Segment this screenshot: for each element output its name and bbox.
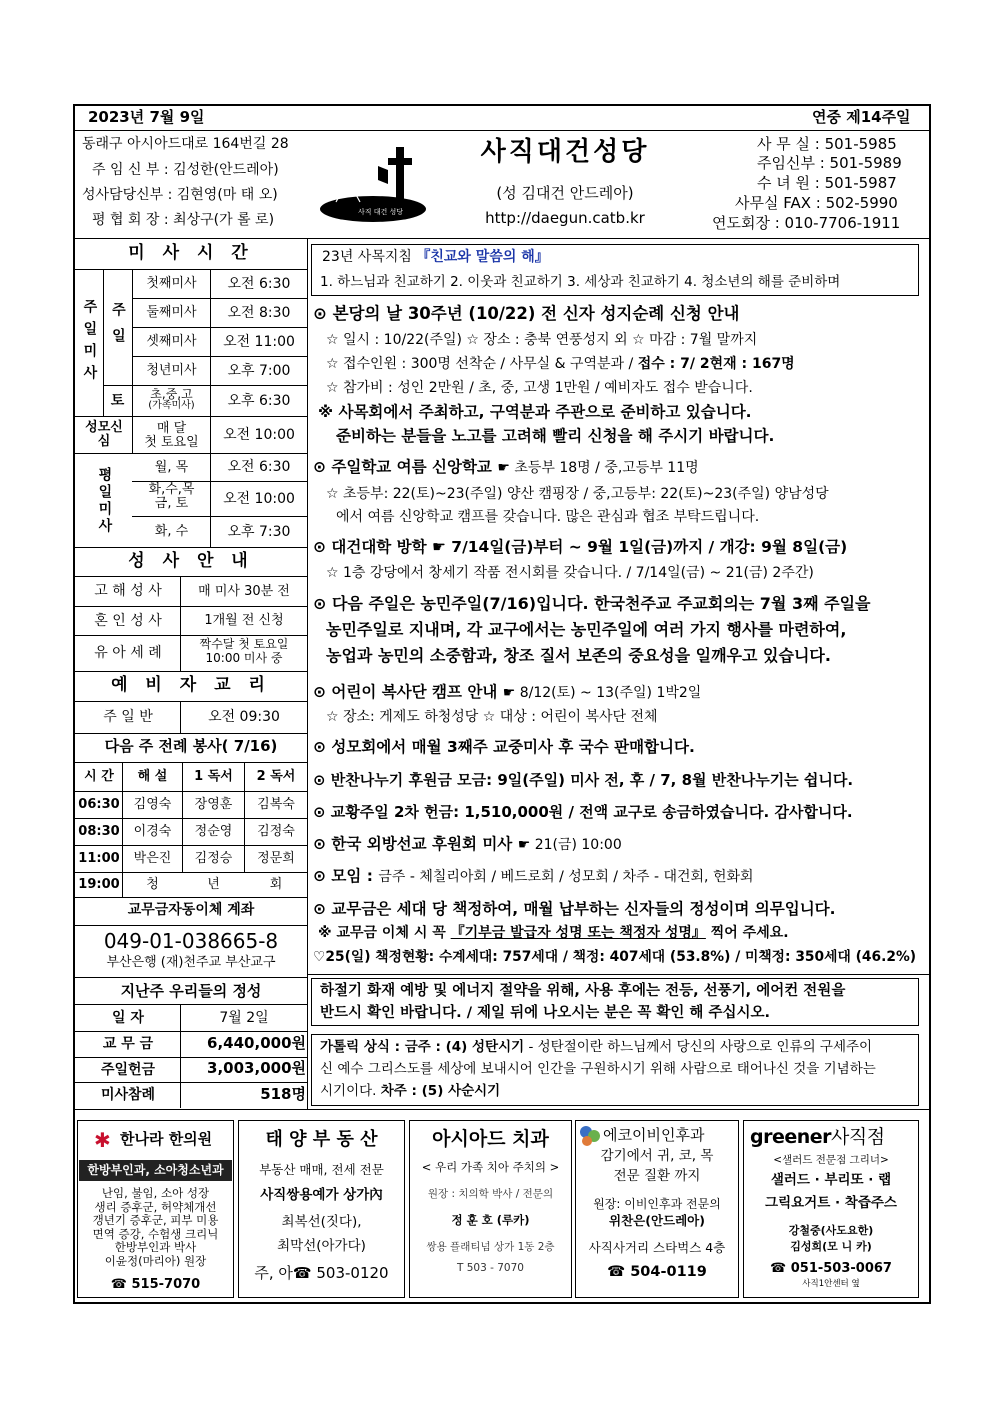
mass-name-2: 둘째미사	[146, 305, 197, 321]
service-header-reading1: 1 독서	[194, 769, 233, 785]
ad-taeyang-line: 최복선(짓다),	[281, 1214, 362, 1230]
mass-time-1: 오전 6:30	[227, 275, 291, 292]
sunday-mass-label: 주일미사	[81, 298, 98, 387]
catechism-title: 예 비 자 교 리	[111, 675, 271, 695]
service-header-commentary: 해 설	[137, 769, 168, 785]
ad-taeyang-line: 사직쌍용예가 상가內	[260, 1187, 383, 1203]
phone-convent: 수 녀 원 : 501-5987	[757, 174, 897, 192]
marriage-desc: 1개월 전 신청	[204, 613, 284, 629]
weekday-day-3: 화, 수	[154, 524, 189, 540]
offering-label: 주일헌금	[100, 1061, 156, 1078]
ad-asiad-line: 원장 : 치의학 박사 / 전문의	[427, 1188, 554, 1200]
sunday-label: 주일	[109, 301, 126, 354]
service-row-cell: 김복숙	[257, 797, 295, 813]
mass-name-4: 청년미사	[146, 363, 197, 379]
catholic-knowledge-line3: 시기이다. 차주 : (5) 사순시기	[320, 1083, 501, 1099]
header-divider	[75, 130, 929, 131]
service-header-reading2: 2 독서	[256, 769, 296, 785]
ad-eco-line: 전문 질환 까지	[613, 1168, 701, 1184]
saturday-mass-time: 오후 6:30	[227, 392, 291, 409]
ad-eco-line: 위찬은(안드레아)	[609, 1213, 705, 1228]
catholic-knowledge-line1: 가톨릭 상식 : 금주 : (4) 성탄시기 - 성탄절이란 하느님께서 당신의 사랑으로 인류의 구세주이	[320, 1039, 873, 1055]
account-number: 049-01-038665-8	[103, 929, 279, 953]
notice-altar-server-camp-title: ⊙ 어린이 복사단 캠프 안내 ☛ 8/12(토) ~ 13(주일) 1박2일	[313, 683, 702, 701]
header-bottom-divider	[75, 238, 929, 239]
ad-hannara-band: 한방부인과, 소아청소년과	[79, 1160, 232, 1181]
ad-greener-line: 사직1안센터 옆	[802, 1279, 860, 1289]
liturgy-service-title: 다음 주 전례 봉사( 7/16)	[104, 737, 278, 755]
ad-greener-line: 샐러드 · 부리또 · 랩	[770, 1172, 892, 1188]
notice-meetings: ⊙ 모임 : 금주 - 체칠리아회 / 베드로회 / 성모회 / 차주 - 대건회, 헌화회	[313, 867, 754, 885]
notice-pilgrimage-title: ⊙ 본당의 날 30주년 (10/22) 전 신자 성지순례 신청 안내	[313, 304, 740, 323]
offering-value: 3,003,000원	[207, 1059, 306, 1077]
notice-tithe: ⊙ 교무금은 세대 당 책정하여, 매월 납부하는 신자들의 정성이며 의무입니다.	[313, 900, 836, 918]
weekday-day-1: 월, 목	[154, 459, 189, 475]
weekday-time-2: 오전 10:00	[223, 490, 295, 507]
sacrament-priest-line: 성사담당신부 : 김현영(마 태 오)	[82, 187, 278, 203]
infant-baptism-desc: 짝수달 첫 토요일 10:00 미사 중	[199, 637, 289, 665]
holy-mother-time: 오전 10:00	[223, 426, 295, 443]
council-president-line: 평 협 회 장 : 최상구(가 롤 로)	[92, 212, 275, 228]
ad-greener-phone: ☎ 051-503-0067	[770, 1261, 892, 1276]
offering-date-label: 일 자	[112, 1009, 144, 1026]
service-row-cell: 김정숙	[257, 824, 295, 840]
catholic-knowledge-line2: 신 예수 그리스도를 세상에 보내시어 인간을 구원하시기 위해 사람으로 태어나신 것을 기념하는	[320, 1061, 876, 1077]
ad-greener-line: 김성희(모 니 카)	[790, 1240, 872, 1253]
ad-hannara-phone: ☎ 515-7070	[110, 1277, 201, 1292]
ad-greener-line: <샐러드 전문점 그리너>	[773, 1154, 889, 1166]
pastor-line: 주 임 신 부 : 김성한(안드레아)	[92, 162, 279, 178]
phone-office: 사 무 실 : 501-5985	[757, 135, 897, 153]
ad-eco-line: 사직사거리 스타벅스 4층	[588, 1240, 726, 1255]
issue-date: 2023년 7월 9일	[88, 108, 205, 126]
ad-eco-phone: ☎ 504-0119	[607, 1264, 707, 1280]
confession-label: 고 해 성 사	[94, 583, 162, 600]
flower-icon: ✱	[94, 1128, 111, 1152]
phone-funeral: 연도회장 : 010-7706-1911	[712, 214, 901, 232]
notice-text: ☆ 일시 : 10/22(주일) ☆ 장소 : 충북 연풍성지 외 ☆ 마감 : 7월 말까지	[326, 332, 758, 348]
service-row-time: 19:00	[78, 877, 120, 893]
ad-asiad-line: < 우리 가족 치아 주치의 >	[421, 1160, 560, 1174]
notice-text: 농업과 농민의 소중함과, 창조 질서 보존의 중요성을 일깨우고 있습니다.	[326, 646, 831, 665]
offering-value: 518명	[260, 1085, 306, 1103]
mass-time-4: 오후 7:00	[227, 362, 291, 379]
weekday-time-1: 오전 6:30	[227, 459, 291, 476]
phone-pastor: 주임신부 : 501-5989	[757, 154, 902, 172]
offering-label: 교 무 금	[102, 1036, 154, 1053]
ad-eco-line: 감기에서 귀, 코, 목	[600, 1148, 714, 1164]
notice-noodle-sale: ⊙ 성모회에서 매월 3째주 교중미사 후 국수 판매합니다.	[313, 738, 695, 756]
service-row-cell: 정순영	[194, 824, 233, 840]
notice-text: 에서 여름 신앙학교 캠프를 갖습니다. 많은 관심과 협조 부탁드립니다.	[336, 509, 760, 525]
pastoral-theme-title: 『친교와 말씀의 해』	[416, 249, 549, 265]
ad-greener-line: 그릭요거트 · 착즙주스	[765, 1195, 897, 1211]
ad-asiad-line: 쌍용 플래티넘 상가 1동 2층	[426, 1241, 555, 1253]
notice-text: 준비하는 분들을 노고를 고려해 빨리 신청을 해 주시기 바랍니다.	[336, 427, 775, 445]
sacraments-title: 성 사 안 내	[128, 551, 254, 571]
pastoral-theme-items: 1. 하느님과 친교하기 2. 이웃과 친교하기 3. 세상과 친교하기 4. 청소년의 해를 준비하며	[320, 274, 841, 290]
marriage-label: 혼 인 성 사	[94, 612, 162, 629]
column-divider	[307, 239, 308, 1109]
ad-taeyang-line: 최막선(아가다)	[277, 1238, 366, 1254]
pastoral-theme-heading: 23년 사목지침 『친교와 말씀의 해』	[322, 249, 549, 265]
notice-farmers-sunday: ⊙ 다음 주일은 농민주일(7/16)입니다. 한국천주교 주교회의는 7월 3째 주일을	[313, 594, 871, 613]
service-row-cell: 청	[146, 877, 159, 893]
svg-text:사직 대건 성당: 사직 대건 성당	[358, 208, 404, 216]
ad-asiad-line: 정 훈 호 (루카)	[451, 1213, 530, 1227]
catechism-class-label: 주 일 반	[103, 709, 153, 726]
service-row-cell: 김정승	[194, 851, 233, 867]
church-name: 사직대건성당	[480, 137, 650, 167]
fire-notice-line: 반드시 확인 바랍니다. / 제일 뒤에 나오시는 분은 꼭 확인 해 주십시오.	[320, 1005, 771, 1021]
fire-notice-line: 하절기 화재 예방 및 에너지 절약을 위해, 사용 후에는 전등, 선풍기, 에어컨 전원을	[320, 983, 846, 999]
catechism-time: 오전 09:30	[208, 709, 280, 726]
patron-saint: (성 김대건 안드레아)	[496, 184, 634, 202]
notice-text: ※ 사목회에서 주최하고, 구역분과 주관으로 준비하고 있습니다.	[318, 403, 752, 421]
notice-text: ※ 교무금 이체 시 꼭 『기부금 발급자 성명 또는 책정자 성명』 찍어 주세요.	[318, 925, 789, 941]
saturday-mass-name: 초,중,고 (가족미사)	[148, 387, 195, 411]
notice-side-dish-sharing: ⊙ 반찬나누기 후원금 모금: 9일(주일) 미사 전, 후 / 7, 8월 반찬나누기는 쉽니다.	[313, 771, 854, 789]
service-row-time: 11:00	[78, 851, 120, 867]
service-row-time: 08:30	[78, 824, 120, 840]
notice-tithe-status: ♡25(일) 책정현황: 수계세대: 757세대 / 책정: 407세대 (53.8%) / 미책정: 350세대 (46.2%)	[313, 949, 917, 965]
holy-mother-label: 성모신심	[85, 420, 123, 449]
weekday-mass-label: 평일미사	[96, 466, 113, 535]
confession-desc: 매 미사 30분 전	[198, 583, 290, 599]
offering-date: 7월 2일	[219, 1009, 269, 1026]
phone-fax: 사무실 FAX : 502-5990	[735, 194, 898, 212]
service-row-cell: 회	[269, 877, 283, 893]
notice-college-break-title: ⊙ 대건대학 방학 ☛ 7/14일(금)부터 ~ 9월 1일(금)까지 / 개강: 9월 8일(금)	[313, 538, 848, 556]
mass-times-title: 미 사 시 간	[128, 243, 254, 263]
church-address: 동래구 아시아드대로 164번길 28	[82, 136, 289, 152]
service-row-cell: 년	[207, 877, 220, 893]
holy-mother-schedule: 매 달 첫 토요일	[144, 421, 199, 451]
eco-logo-icon	[578, 1124, 602, 1148]
notice-text: ☆ 접수인원 : 300명 선착순 / 사무실 & 구역분과 / 접수 : 7/ 2현재 : 167명	[326, 356, 795, 372]
service-row-cell: 장영훈	[194, 797, 233, 813]
offering-value: 6,440,000원	[207, 1034, 306, 1052]
mass-name-1: 첫째미사	[146, 276, 197, 292]
ad-eco-name: 에코이비인후과	[603, 1126, 705, 1144]
ad-taeyang-line: 부동산 매매, 전세 전문	[259, 1162, 384, 1177]
service-row-cell: 이경숙	[133, 824, 172, 840]
offering-label: 미사참례	[100, 1087, 156, 1104]
weekday-time-3: 오후 7:30	[227, 523, 291, 540]
liturgical-week: 연중 제14주일	[812, 108, 911, 126]
weekday-day-2: 화,수,목 금, 토	[148, 482, 195, 512]
ad-greener-name: greener사직점	[750, 1126, 885, 1148]
saturday-label: 토	[110, 392, 125, 409]
notice-papal-collection: ⊙ 교황주일 2차 헌금: 1,510,000원 / 전액 교구로 송금하였습니다. 감사합니다.	[313, 803, 853, 821]
ad-greener-line: 강철중(사도요한)	[788, 1224, 874, 1237]
ad-eco-line: 원장: 이비인후과 전문의	[593, 1197, 721, 1211]
service-header-time: 시 간	[84, 769, 114, 785]
ad-taeyang-phone: 주, 아☎ 503-0120	[254, 1264, 389, 1282]
notice-text: ☆ 장소: 게제도 하청성당 ☆ 대상 : 어린이 복사단 전체	[326, 709, 658, 725]
notice-summer-school-title: ⊙ 주일학교 여름 신앙학교 ☛ 초등부 18명 / 중,고등부 11명	[313, 458, 699, 476]
account-title: 교무금자동이체 계좌	[127, 902, 255, 918]
notice-text: ☆ 참가비 : 성인 2만원 / 초, 중, 고생 1만원 / 예비자도 접수 받습니다.	[326, 380, 753, 396]
offering-title: 지난주 우리들의 정성	[120, 982, 262, 1000]
church-website-link[interactable]: http://daegun.catb.kr	[485, 209, 645, 227]
service-row-cell: 정문희	[257, 851, 295, 867]
service-row-time: 06:30	[78, 797, 120, 813]
ad-asiad-phone: T 503 - 7070	[457, 1262, 524, 1274]
infant-baptism-label: 유 아 세 례	[94, 645, 162, 662]
ad-hannara-services: 난임, 불임, 소아 성장 생리 증후군, 허약체개선 갱년기 증후군, 피부 미용 면역 증강, 수험생 크리닉 한방부인과 박사 이윤정(마리아) 원장	[92, 1186, 219, 1268]
notice-text: ☆ 초등부: 22(토)~23(주일) 양산 캠핑장 / 중,고등부: 22(토)~23(주일) 양남성당	[326, 486, 829, 502]
service-row-cell: 김영숙	[133, 797, 172, 813]
ad-taeyang-name: 태 양 부 동 산	[265, 1129, 378, 1150]
mass-name-3: 셋째미사	[146, 334, 197, 350]
mass-time-3: 오전 11:00	[223, 333, 295, 350]
ad-asiad-name: 아시아드 치과	[432, 1128, 549, 1150]
ad-hannara-name: 한나라 한의원	[120, 1130, 213, 1148]
notice-mission-mass: ⊙ 한국 외방선교 후원회 미사 ☛ 21(금) 10:00	[313, 835, 622, 853]
account-bank: 부산은행 (재)천주교 부산교구	[106, 955, 276, 970]
church-logo	[318, 144, 438, 224]
notice-text: ☆ 1층 강당에서 창세기 작품 전시회를 갖습니다. / 7/14일(금) ~ 21(금) 2주간)	[326, 565, 814, 581]
service-row-cell: 박은진	[133, 851, 172, 867]
mass-time-2: 오전 8:30	[227, 304, 291, 321]
notice-text: 농민주일로 지내며, 각 교구에서는 농민주일에 여러 가지 행사를 마련하여,	[326, 620, 847, 639]
